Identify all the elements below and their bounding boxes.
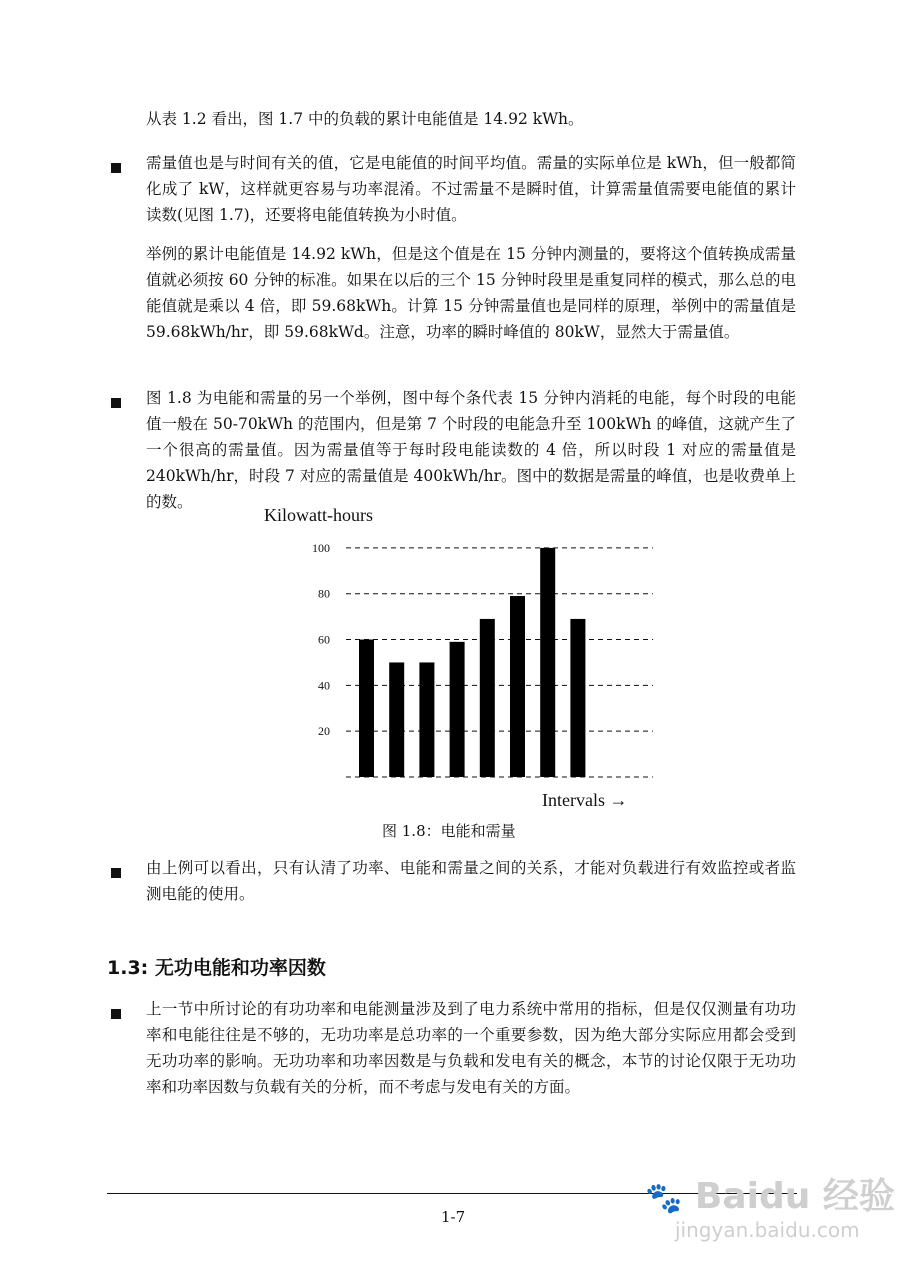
chart-y-axis-title: Kilowatt-hours xyxy=(264,505,373,525)
paragraph-intro: 从表 1.2 看出，图 1.7 中的负载的累计电能值是 14.92 kWh。 xyxy=(146,110,584,128)
bar-5 xyxy=(480,619,495,777)
bullet-marker xyxy=(111,868,121,878)
watermark-brand-text: Baidu 经验 xyxy=(694,1176,895,1217)
bullet-marker xyxy=(111,163,121,173)
bar-3 xyxy=(419,662,434,777)
bar-7 xyxy=(540,548,555,777)
y-tick-label: 40 xyxy=(318,678,330,693)
y-tick-label: 100 xyxy=(312,540,330,555)
bar-2 xyxy=(389,662,404,777)
bullet-marker xyxy=(111,1009,121,1019)
watermark-url: jingyan.baidu.com xyxy=(675,1218,860,1242)
bar-4 xyxy=(450,642,465,777)
figure-caption: 图 1.8：电能和需量 xyxy=(382,822,516,840)
bullet-marker xyxy=(111,398,121,408)
section-heading: 1.3: 无功电能和功率因数 xyxy=(107,957,326,979)
watermark-brand xyxy=(645,1168,895,1219)
chart-x-axis-title: Intervals → xyxy=(542,790,628,810)
bar-6 xyxy=(510,596,525,777)
paragraph-reactive-power: 上一节中所讨论的有功功率和电能测量涉及到了电力系统中常用的指标，但是仅仅测量有功功率和电能往往是不够的，无功功率是总功率的一个重要参数，因为绝大部分实际应用都会受到无功功率的影响。无功功率和功率因数是与负载和发电有关的概念，本节的讨论仅限于无功功率和功率因数与负载有关的分析，而不考虑与发电有关的方面。 xyxy=(146,1000,796,1096)
y-tick-label: 80 xyxy=(318,586,330,601)
bar-8 xyxy=(570,619,585,777)
paragraph-demand-example: 举例的累计电能值是 14.92 kWh，但是这个值是在 15 分钟内测量的，要将这个值转换成需量值就必须按 60 分钟的标准。如果在以后的三个 15 分钟时段里是重复同样的模式，那么总的电能值就是乘以 4 倍，即 59.68kWh。计算 15 分钟需量值也是同样的原理，举例中的需量值是 59.68kWh/hr，即 59.68kWd。注意，功率的瞬时峰值的 80kW，显然大于需量值。 xyxy=(146,245,796,341)
energy-demand-chart xyxy=(258,505,658,815)
chart-svg xyxy=(258,505,658,815)
paw-icon: 🐾 xyxy=(645,1181,683,1216)
y-tick-label: 20 xyxy=(318,724,330,739)
y-tick-label: 60 xyxy=(318,632,330,647)
paragraph-figure-description: 图 1.8 为电能和需量的另一个举例，图中每个条代表 15 分钟内消耗的电能，每个时段的电能值一般在 50-70kWh 的范围内，但是第 7 个时段的电能急升至 100kWh 的峰值，这就产生了一个很高的需量值。因为需量值等于每时段电能读数的 4 倍，所以时段 1 对应的需量值是 240kWh/hr，时段 7 对应的需量值是 400kWh/hr。图中的数据是需量的峰值，也是收费单上的数。 xyxy=(146,389,796,511)
paragraph-conclusion: 由上例可以看出，只有认清了功率、电能和需量之间的关系，才能对负载进行有效监控或者监测电能的使用。 xyxy=(146,859,796,903)
page-number: 1-7 xyxy=(441,1208,466,1226)
bar-1 xyxy=(359,640,374,777)
paragraph-demand-definition: 需量值也是与时间有关的值，它是电能值的时间平均值。需量的实际单位是 kWh，但一般都简化成了 kW，这样就更容易与功率混淆。不过需量不是瞬时值，计算需量值需要电能值的累计读数(见图 1.7)，还要将电能值转换为小时值。 xyxy=(146,154,796,224)
